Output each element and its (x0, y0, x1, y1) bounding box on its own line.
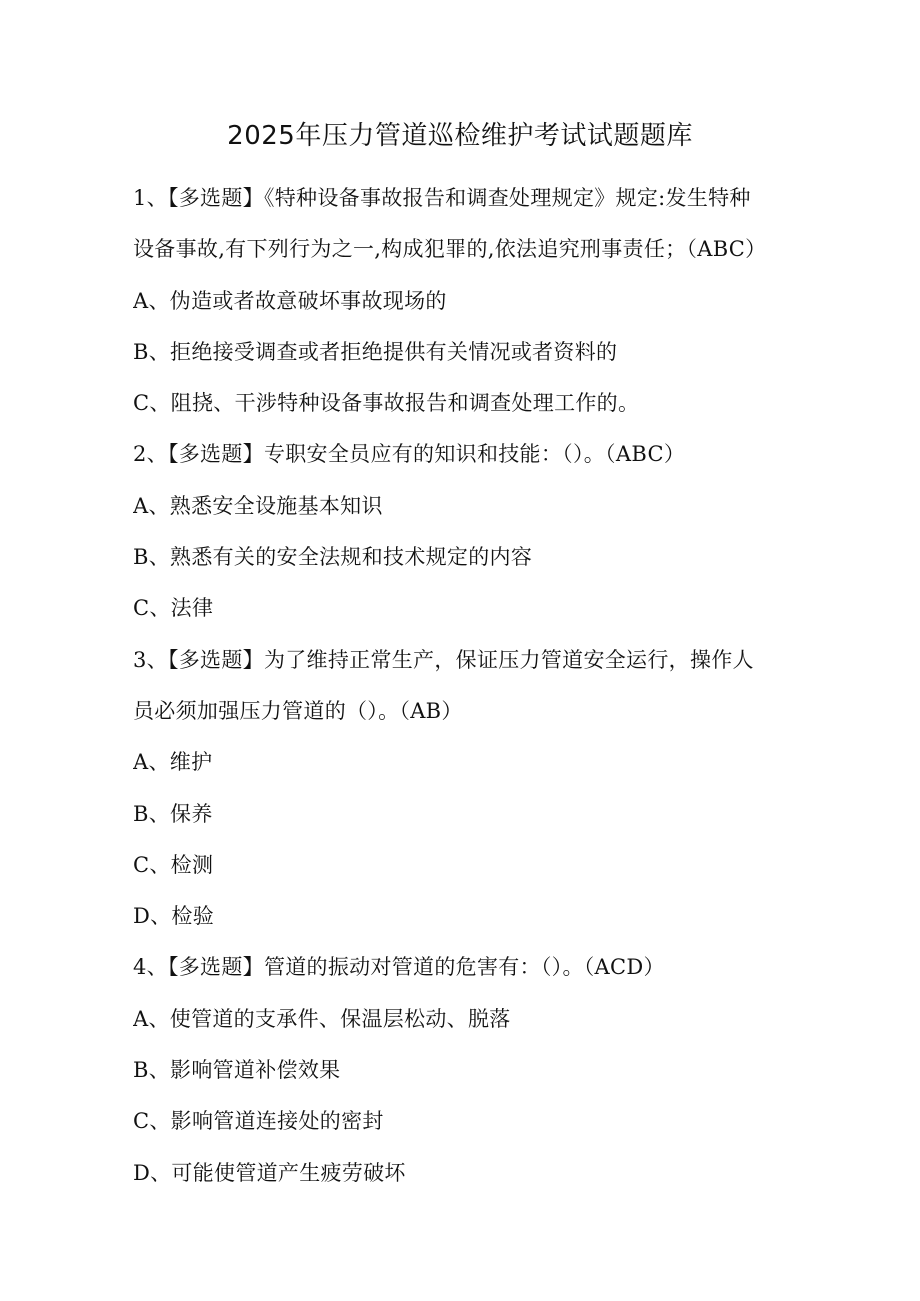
question-list (133, 173, 793, 1199)
question-1-option-c: C、阻挠、干涉特种设备事故报告和调查处理工作的。 (133, 391, 640, 416)
question-3-stem-line-2: 员必须加强压力管道的（）。（AB） (133, 698, 463, 723)
question-2-option-c: C、法律 (133, 596, 214, 621)
question-3-stem-line-1: 3、【多选题】为了维持正常生产，保证压力管道安全运行，操作人 (133, 647, 754, 672)
question-1-stem-line-2: 设备事故,有下列行为之一,构成犯罪的,依法追究刑事责任；（ABC） (133, 237, 767, 262)
question-3-option-b: B、保养 (133, 801, 213, 826)
question-3-option-c: C、检测 (133, 852, 214, 877)
question-4-option-b: B、影响管道补偿效果 (133, 1058, 341, 1083)
question-4-stem-line-1: 4、【多选题】管道的振动对管道的危害有：（）。（ACD） (133, 955, 665, 980)
question-1-option-b: B、拒绝接受调查或者拒绝提供有关情况或者资料的 (133, 339, 618, 364)
document-title: 2025年压力管道巡检维护考试试题题库 (227, 121, 693, 151)
question-2-option-b: B、熟悉有关的安全法规和技术规定的内容 (133, 545, 533, 570)
question-1-stem-line-1: 1、【多选题】《特种设备事故报告和调查处理规定》规定:发生特种 (133, 186, 751, 210)
question-4-option-d: D、可能使管道产生疲劳破坏 (133, 1160, 406, 1185)
question-2-stem-line-1: 2、【多选题】专职安全员应有的知识和技能：（）。（ABC） (133, 442, 686, 467)
question-1-option-a: A、伪造或者故意破坏事故现场的 (133, 288, 447, 313)
question-3-option-a: A、维护 (133, 750, 213, 775)
question-4-option-c: C、影响管道连接处的密封 (133, 1109, 384, 1134)
question-2-option-a: A、熟悉安全设施基本知识 (133, 493, 383, 518)
question-4-option-a: A、使管道的支承件、保温层松动、脱落 (133, 1006, 511, 1031)
question-3-option-d: D、检验 (133, 904, 215, 929)
